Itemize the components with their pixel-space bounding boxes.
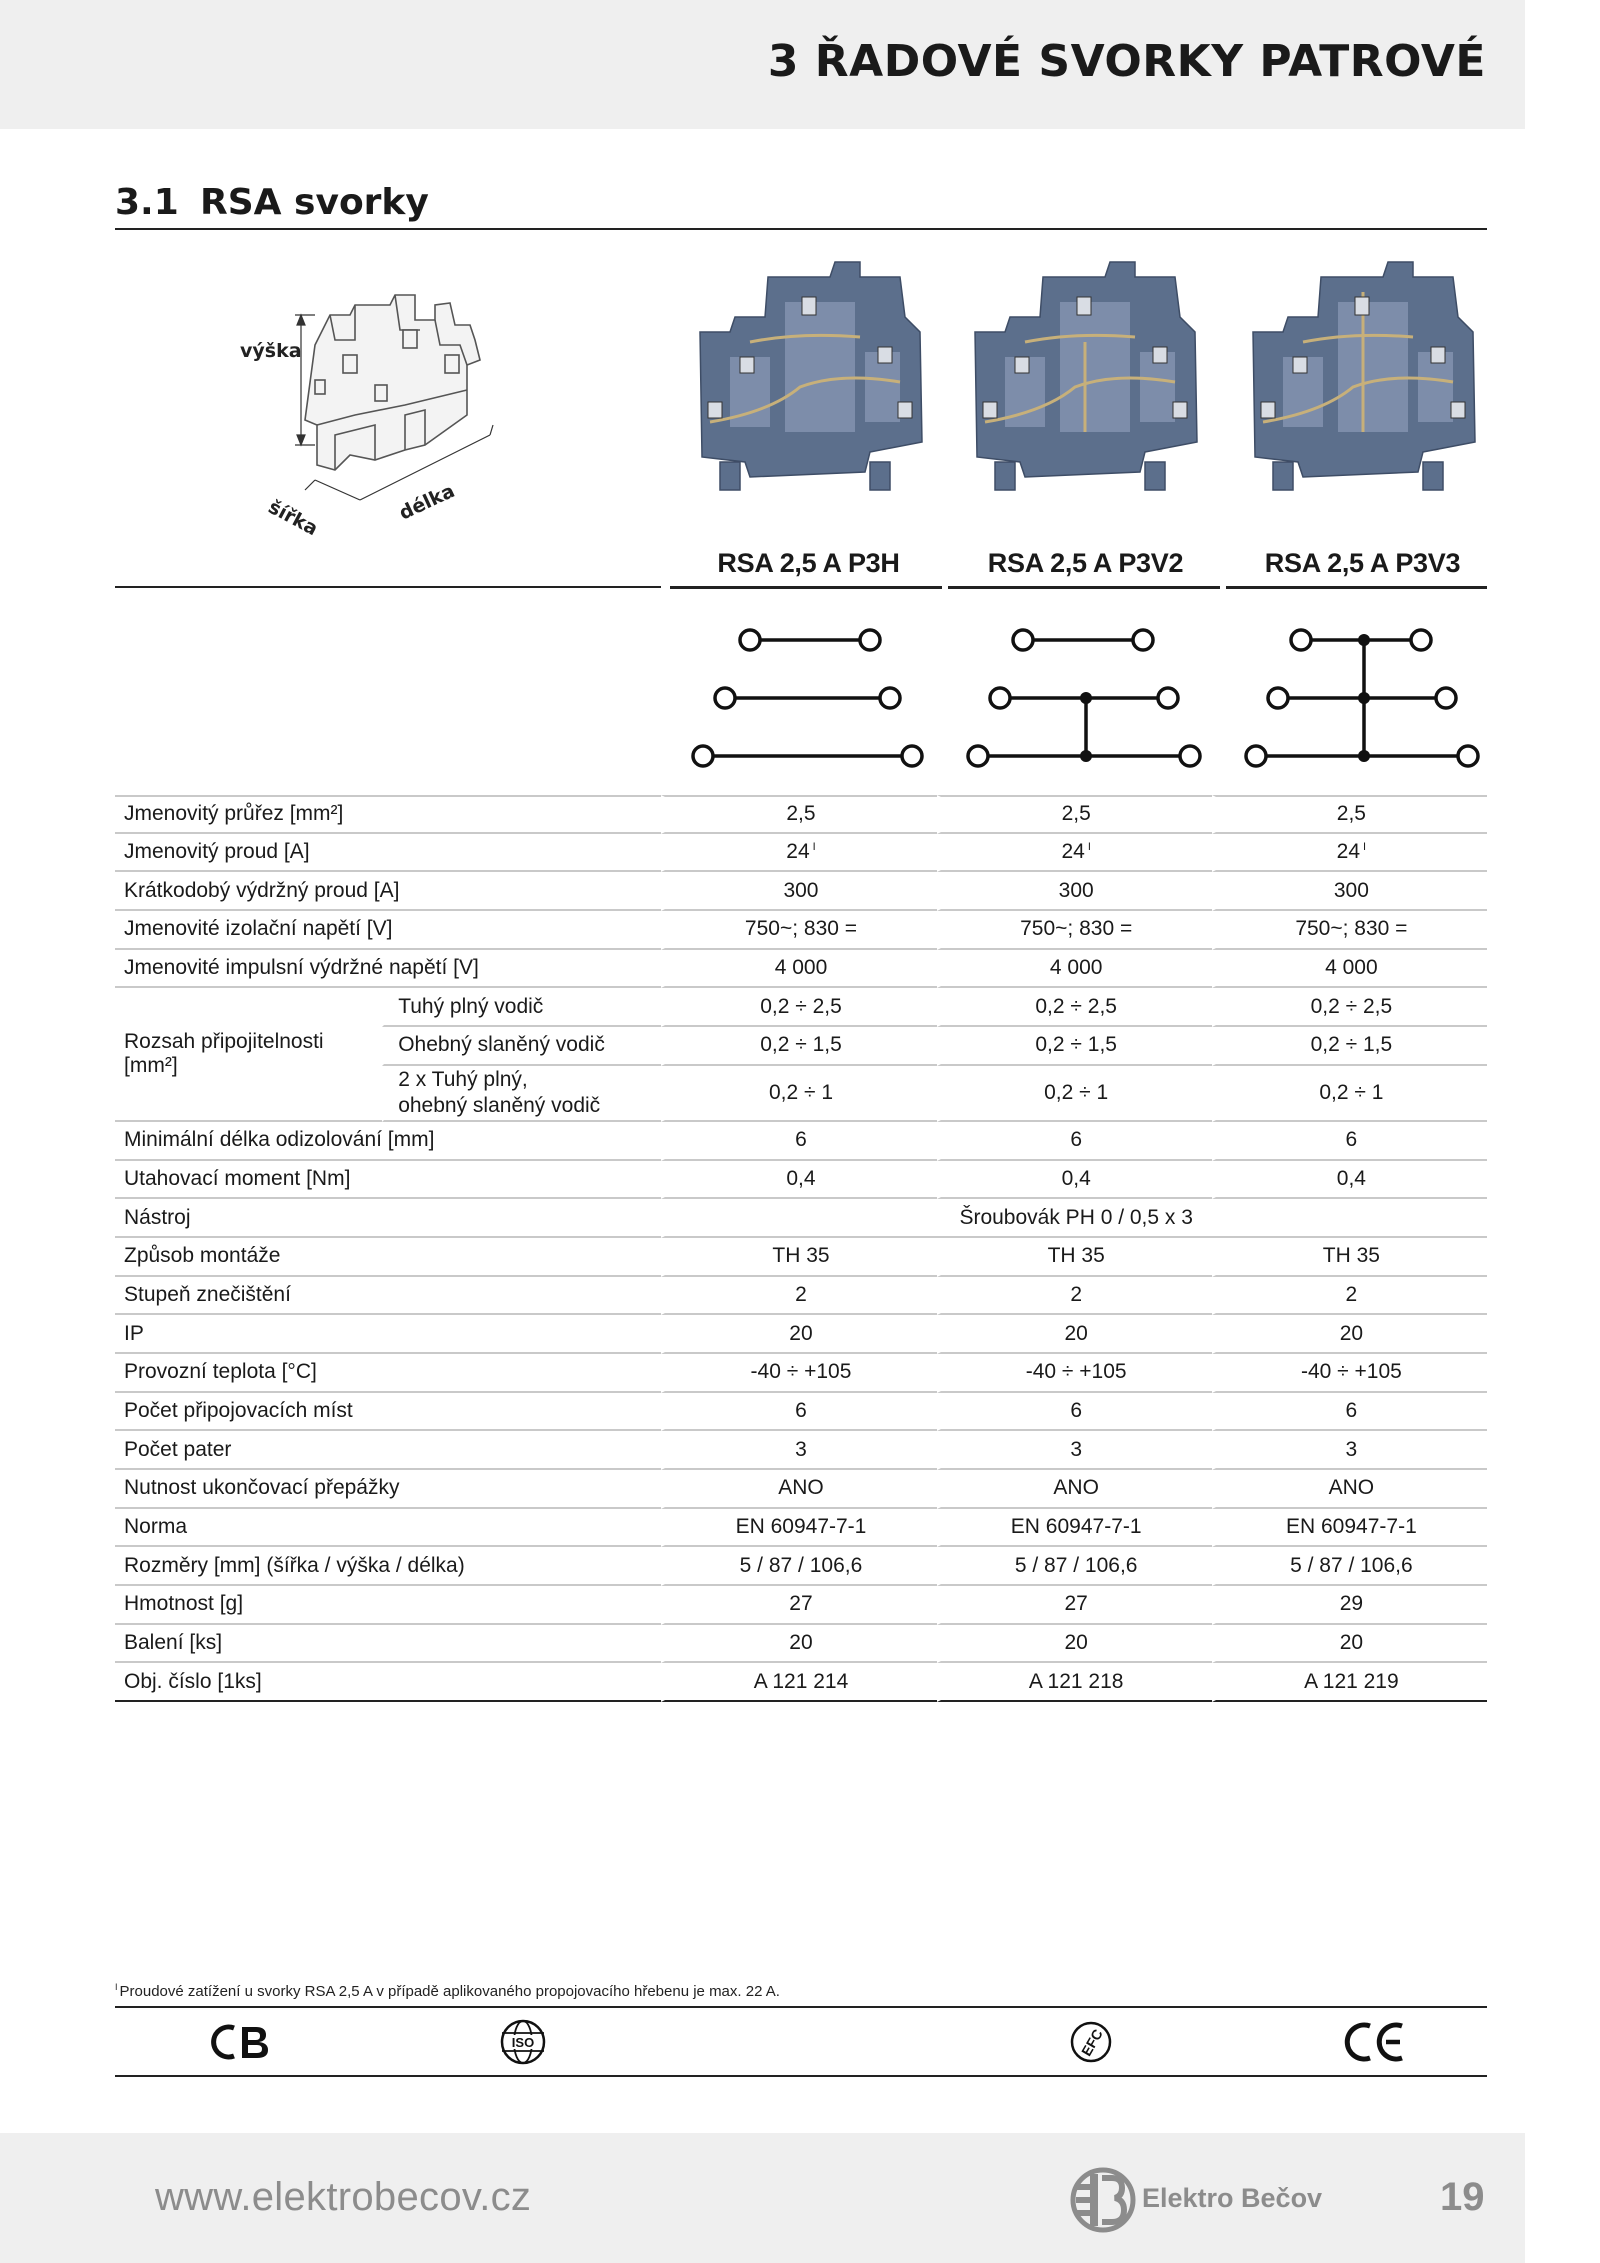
cell: 0,2 ÷ 2,5 (1212, 988, 1487, 1027)
cell: 6 (661, 1122, 936, 1161)
cell: EN 60947-7-1 (1212, 1509, 1487, 1548)
cell: 0,2 ÷ 1,5 (937, 1027, 1212, 1066)
dimension-label-height: výška (240, 340, 302, 362)
svg-text:EFC: EFC (1077, 2026, 1106, 2059)
cell: 24 $^I$ (937, 834, 1212, 873)
table-row (115, 1663, 1487, 1702)
table-row (115, 1625, 1487, 1664)
cell: TH 35 (661, 1238, 936, 1277)
cell: ANO (1212, 1470, 1487, 1509)
section-title (115, 182, 429, 223)
table-row (115, 1161, 1487, 1200)
svg-text:ISO: ISO (511, 2035, 535, 2050)
website-link[interactable]: www.elektrobecov.cz (155, 2175, 532, 2219)
cell: 6 (937, 1122, 1212, 1161)
cell: 4 000 (937, 950, 1212, 989)
table-row (115, 872, 1487, 911)
row-label: IP (115, 1315, 661, 1354)
table-row (115, 1509, 1487, 1548)
cell: -40 ÷ +105 (661, 1354, 936, 1393)
chapter-title: 3 ŘADOVÉ SVORKY PATROVÉ (767, 36, 1486, 87)
cell: 20 (937, 1315, 1212, 1354)
row-label: Rozměry [mm] (šířka / výška / délka) (115, 1547, 661, 1586)
table-row (115, 1277, 1487, 1316)
cell: 2 (1212, 1277, 1487, 1316)
subrow-label: 2 x Tuhý plný, ohebný slaněný vodič (382, 1066, 661, 1122)
schematic-p3v2 (958, 615, 1208, 775)
cell: 2,5 (661, 795, 936, 834)
iso-globe-icon (497, 2018, 549, 2066)
cell: -40 ÷ +105 (937, 1354, 1212, 1393)
table-row (115, 1431, 1487, 1470)
cell: 6 (937, 1393, 1212, 1432)
cell: A 121 218 (937, 1663, 1212, 1702)
row-label: Nutnost ukončovací přepážky (115, 1470, 661, 1509)
product-rule-p3v3 (1226, 586, 1487, 589)
ce-mark-icon (1340, 2018, 1410, 2066)
table-row (115, 1238, 1487, 1277)
section-name: RSA svorky (200, 182, 429, 223)
cell: 27 (937, 1586, 1212, 1625)
product-name-p3v3: RSA 2,5 A P3V3 (1264, 548, 1461, 578)
cell: -40 ÷ +105 (1212, 1354, 1487, 1393)
cell: A 121 214 (661, 1663, 936, 1702)
product-rule-p3h (670, 586, 942, 589)
row-label: Krátkodobý výdržný proud [A] (115, 872, 661, 911)
cell: 2,5 (1212, 795, 1487, 834)
cell: 0,4 (661, 1161, 936, 1200)
cell: 750~; 830 = (1212, 911, 1487, 950)
cell: 0,2 ÷ 1,5 (1212, 1027, 1487, 1066)
subrow-label: Ohebný slaněný vodič (382, 1027, 661, 1066)
cell: 24 $^I$ (1212, 834, 1487, 873)
schematic-p3h (680, 615, 930, 775)
product-rule-p3v2 (948, 586, 1220, 589)
row-label: Minimální délka odizolování [mm] (115, 1122, 661, 1161)
table-row (115, 911, 1487, 950)
section-rule (115, 228, 1487, 230)
product-image-p3h (690, 262, 930, 517)
cell: 0,2 ÷ 1 (661, 1066, 936, 1122)
cell: 5 / 87 / 106,6 (937, 1547, 1212, 1586)
table-row (115, 1547, 1487, 1586)
cert-rule-top (115, 2006, 1487, 2008)
svg-text:CB: CB (202, 2018, 204, 2019)
dimension-label-length: délka (395, 479, 459, 525)
section-number: 3.1 (115, 182, 179, 223)
row-label: Stupeň znečištění (115, 1277, 661, 1316)
cell: 3 (661, 1431, 936, 1470)
cell: 0,2 ÷ 1 (1212, 1066, 1487, 1122)
cell: 300 (661, 872, 936, 911)
row-label: Norma (115, 1509, 661, 1548)
cell: 750~; 830 = (937, 911, 1212, 950)
dimension-label-width: šířka (264, 495, 322, 541)
cell: ANO (937, 1470, 1212, 1509)
cell: 20 (937, 1625, 1212, 1664)
cell: 6 (1212, 1393, 1487, 1432)
cell: 29 (1212, 1586, 1487, 1625)
row-label: Hmotnost [g] (115, 1586, 661, 1625)
cell: Šroubovák PH 0 / 0,5 x 3 (661, 1199, 1487, 1238)
footnote-mark: I (115, 1982, 118, 1992)
product-image-p3v2 (965, 262, 1205, 517)
row-label: Balení [ks] (115, 1625, 661, 1664)
row-label: Počet pater (115, 1431, 661, 1470)
cell: 300 (1212, 872, 1487, 911)
cell: EN 60947-7-1 (937, 1509, 1212, 1548)
cell: EN 60947-7-1 (661, 1509, 936, 1548)
footnote-mark: I (812, 841, 816, 854)
efc-mark-icon (1066, 2018, 1116, 2066)
range-group-label: Rozsah připojitelnosti [mm²] (115, 988, 382, 1121)
cell: 5 / 87 / 106,6 (661, 1547, 936, 1586)
schematic-p3v3 (1236, 615, 1486, 775)
cell: 20 (661, 1625, 936, 1664)
footnote (115, 1982, 780, 2000)
cell: 20 (661, 1315, 936, 1354)
row-label: Utahovací moment [Nm] (115, 1161, 661, 1200)
cell: A 121 219 (1212, 1663, 1487, 1702)
cell: 4 000 (1212, 950, 1487, 989)
product-name-p3v2: RSA 2,5 A P3V2 (987, 548, 1184, 578)
product-name-p3h: RSA 2,5 A P3H (717, 548, 900, 578)
cell: 27 (661, 1586, 936, 1625)
table-row (115, 950, 1487, 989)
cell: 5 / 87 / 106,6 (1212, 1547, 1487, 1586)
cell: 2 (937, 1277, 1212, 1316)
spec-table (115, 795, 1487, 1702)
svg-text:CE: CE (1340, 2018, 1342, 2019)
cell: 3 (937, 1431, 1212, 1470)
cell: 20 (1212, 1625, 1487, 1664)
cell: 300 (937, 872, 1212, 911)
table-row (115, 1315, 1487, 1354)
table-row (115, 795, 1487, 834)
row-label: Jmenovité impulsní výdržné napětí [V] (115, 950, 661, 989)
cell: 0,4 (1212, 1161, 1487, 1200)
cell: 6 (661, 1393, 936, 1432)
row-label: Obj. číslo [1ks] (115, 1663, 661, 1702)
footnote-text: Proudové zatížení u svorky RSA 2,5 A v případě aplikovaného propojovacího hřebenu je max. 22 A. (119, 1983, 780, 2000)
cell: 0,2 ÷ 1,5 (661, 1027, 936, 1066)
footnote-mark: I (1087, 841, 1091, 854)
cb-mark-icon (202, 2018, 282, 2066)
cell: 24 $^I$ (661, 834, 936, 873)
row-label: Jmenovitý proud [A] (115, 834, 661, 873)
page-number: 19 (1440, 2175, 1485, 2219)
cell: 4 000 (661, 950, 936, 989)
row-label: Způsob montáže (115, 1238, 661, 1277)
table-row (115, 1586, 1487, 1625)
cert-rule-bottom (115, 2075, 1487, 2077)
table-row (115, 1393, 1487, 1432)
terminal-dimension-figure (240, 285, 535, 545)
row-label: Počet připojovacích míst (115, 1393, 661, 1432)
table-row (115, 1470, 1487, 1509)
header-rule (115, 586, 661, 588)
cell: 0,2 ÷ 2,5 (661, 988, 936, 1027)
row-label: Jmenovitý průřez [mm²] (115, 795, 661, 834)
subrow-label: Tuhý plný vodič (382, 988, 661, 1027)
cell: 3 (1212, 1431, 1487, 1470)
table-row (115, 1122, 1487, 1161)
cell: 0,2 ÷ 1 (937, 1066, 1212, 1122)
row-label: Nástroj (115, 1199, 661, 1238)
footnote-mark: I (1363, 841, 1367, 854)
cell: 6 (1212, 1122, 1487, 1161)
cell: TH 35 (1212, 1238, 1487, 1277)
cell: 20 (1212, 1315, 1487, 1354)
table-row (115, 1354, 1487, 1393)
product-image-p3v3 (1243, 262, 1483, 517)
cell: 2 (661, 1277, 936, 1316)
cell: 2,5 (937, 795, 1212, 834)
cell: 750~; 830 = (661, 911, 936, 950)
row-label: Provozní teplota [°C] (115, 1354, 661, 1393)
cell: 0,4 (937, 1161, 1212, 1200)
table-row (115, 834, 1487, 873)
brand-name: Elektro Bečov (1142, 2183, 1323, 2213)
cell: TH 35 (937, 1238, 1212, 1277)
elektro-becov-logo-icon (1068, 2160, 1138, 2240)
table-row (115, 1199, 1487, 1238)
cell: ANO (661, 1470, 936, 1509)
table-row (115, 988, 1487, 1027)
row-label: Jmenovité izolační napětí [V] (115, 911, 661, 950)
cell: 0,2 ÷ 2,5 (937, 988, 1212, 1027)
